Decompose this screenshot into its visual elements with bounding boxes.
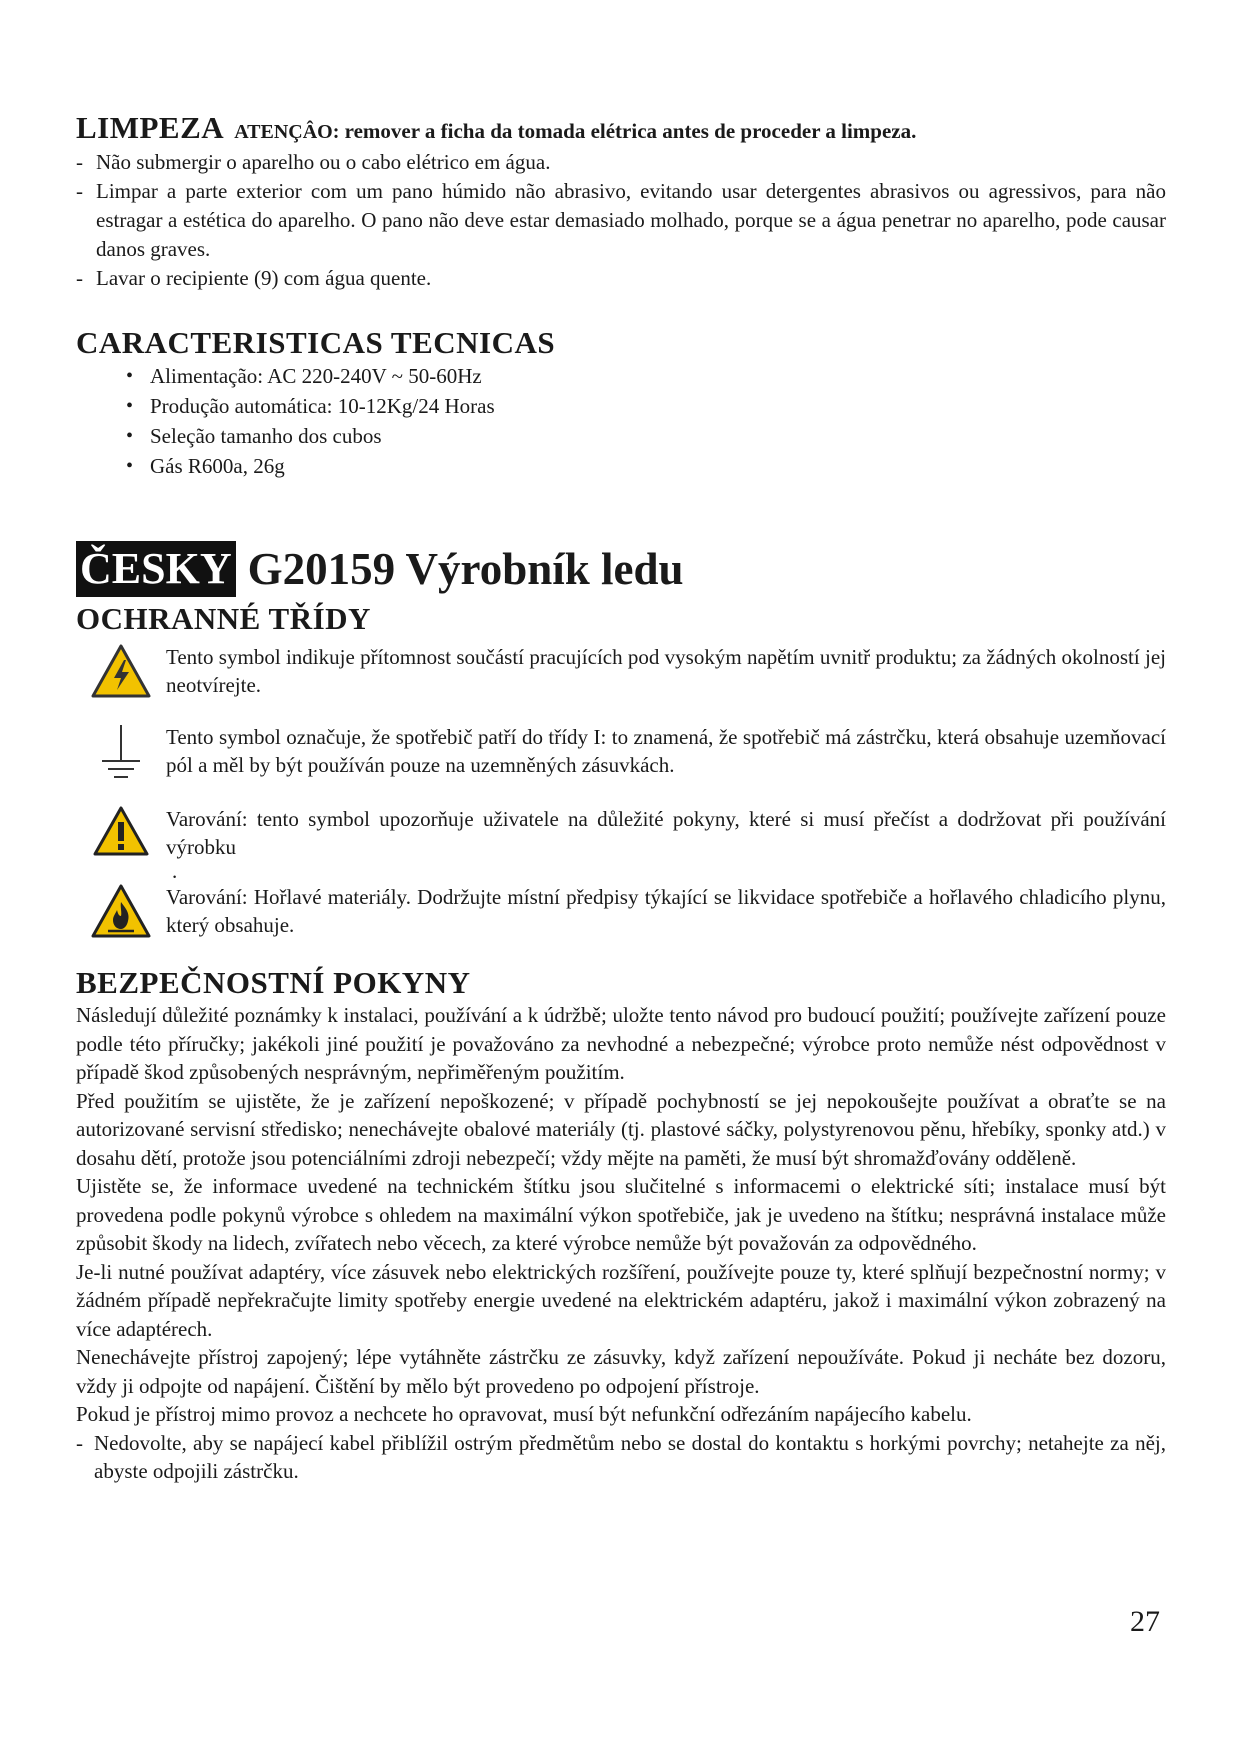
- section-title: [76, 539, 1166, 599]
- symbol-text: Varování: Hořlavé materiály. Dodržujte místní předpisy týkající se likvidace spotřebiče a hořlavého chladicího plynu, který obsahuje.: [166, 885, 1166, 937]
- limpeza-list: [76, 148, 1166, 293]
- list-item: • Alimentação: AC 220-240V ~ 50-60Hz: [126, 361, 1166, 391]
- stray-dot: .: [172, 859, 178, 883]
- symbol-row-warning: [76, 805, 1166, 861]
- limpeza-attention: [234, 119, 916, 144]
- symbol-row-high-voltage: [76, 643, 1166, 699]
- symbol-row-flammable: [76, 883, 1166, 939]
- attention-label: ATENÇÂO:: [234, 121, 340, 143]
- list-item: - Não submergir o aparelho ou o cabo elétrico em água.: [76, 148, 1166, 177]
- caracteristicas-list: [76, 361, 1166, 481]
- product-title: G20159 Výrobník ledu: [247, 544, 684, 594]
- symbol-row-earth-ground: [76, 723, 1166, 783]
- document-page: [76, 110, 1166, 1486]
- bezpecnostni-heading: BEZPEČNOSTNÍ POKYNY: [76, 965, 471, 1000]
- ochranne-heading: OCHRANNÉ TŘÍDY: [76, 601, 371, 636]
- page-number: 27: [1130, 1605, 1160, 1638]
- limpeza-heading-row: [76, 110, 1166, 146]
- attention-text: remover a ficha da tomada elétrica antes de proceder a limpeza.: [344, 119, 917, 143]
- list-item: • Seleção tamanho dos cubos: [126, 421, 1166, 451]
- paragraph: Následují důležité poznámky k instalaci, používání a k údržbě; uložte tento návod pro budoucí použití; používejte zařízení pouze podle této příručky; jakékoli jiné použití je považováno za nevhodné a nebezpečné; výrobce proto nemůže nést odpovědnost v případě škod způsobených nesprávným, nepřiměřeným použitím.: [76, 1003, 1166, 1084]
- language-badge: ČESKY: [76, 541, 236, 597]
- list-item: • Gás R600a, 26g: [126, 451, 1166, 481]
- warning-exclamation-icon: [76, 805, 166, 857]
- paragraph: Ujistěte se, že informace uvedené na technickém štítku jsou slučitelné s informacemi o elektrické síti; instalace musí být provedena podle pokynů výrobce s ohledem na maximální výkon spotřebiče, jak je uvedeno na štítku; nesprávná instalace může způsobit škody na lidech, zvířatech nebo věcech, za které výrobce nemůže být považován za odpovědného.: [76, 1174, 1166, 1255]
- limpeza-heading: LIMPEZA: [76, 110, 225, 145]
- paragraph: Pokud je přístroj mimo provoz a nechcete ho opravovat, musí být nefunkční odřezáním napájecího kabelu.: [76, 1402, 972, 1426]
- paragraph: Před použitím se ujistěte, že je zařízení nepoškozené; v případě pochybností se jej nepokoušejte používat a obraťte se na autorizované servisní středisko; nenechávejte obalové materiály (tj. plastové sáčky, polystyrenovou pěnu, hřebíky, sponky atd.) v dosahu dětí, protože jsou potenciálními zdroji nebezpečí; vždy mějte na paměti, že musí být shromažďovány odděleně.: [76, 1088, 1166, 1170]
- symbol-text: Varování: tento symbol upozorňuje uživatele na důležité pokyny, které si musí přečíst a dodržovat při používání výrobku: [166, 807, 1166, 859]
- symbol-text: Tento symbol indikuje přítomnost součástí pracujících pod vysokým napětím uvnitř produktu; za žádných okolností jej neotvírejte.: [166, 645, 1166, 697]
- dash-paragraph: - Nedovolte, aby se napájecí kabel přiblížil ostrým předmětům nebo se dostal do kontaktu s horkými povrchy; netahejte za něj, abyste odpojili zástrčku.: [76, 1429, 1166, 1486]
- list-item: - Lavar o recipiente (9) com água quente.: [76, 264, 1166, 293]
- earth-ground-icon: [76, 723, 166, 783]
- list-item: • Produção automática: 10-12Kg/24 Horas: [126, 391, 1166, 421]
- caracteristicas-heading: CARACTERISTICAS TECNICAS: [76, 325, 556, 360]
- list-item: - Limpar a parte exterior com um pano húmido não abrasivo, evitando usar detergentes abrasivos ou agressivos, para não estragar a estética do aparelho. O pano não deve estar demasiado molhado, porque se a água penetrar no aparelho, pode causar danos graves.: [76, 177, 1166, 264]
- symbol-text: Tento symbol označuje, že spotřebič patří do třídy I: to znamená, že spotřebič má zástrčku, která obsahuje uzemňovací pól a měl by být používán pouze na uzemněných zásuvkách.: [166, 725, 1166, 777]
- paragraph: Nenechávejte přístroj zapojený; lépe vytáhněte zástrčku ze zásuvky, když zařízení nepoužíváte. Pokud ji necháte bez dozoru, vždy ji odpojte od napájení. Čištění by mělo být provedeno po odpojení přístroje.: [76, 1345, 1166, 1398]
- flammable-warning-icon: [76, 883, 166, 939]
- high-voltage-icon: [76, 643, 166, 699]
- paragraph: Je-li nutné používat adaptéry, více zásuvek nebo elektrických rozšíření, používejte pouze ty, které splňují bezpečnostní normy; v žádném případě nepřekračujte limity spotřeby energie uvedené na elektrickém adaptéru, jakož i maximální výkon zobrazený na více adaptérech.: [76, 1259, 1166, 1341]
